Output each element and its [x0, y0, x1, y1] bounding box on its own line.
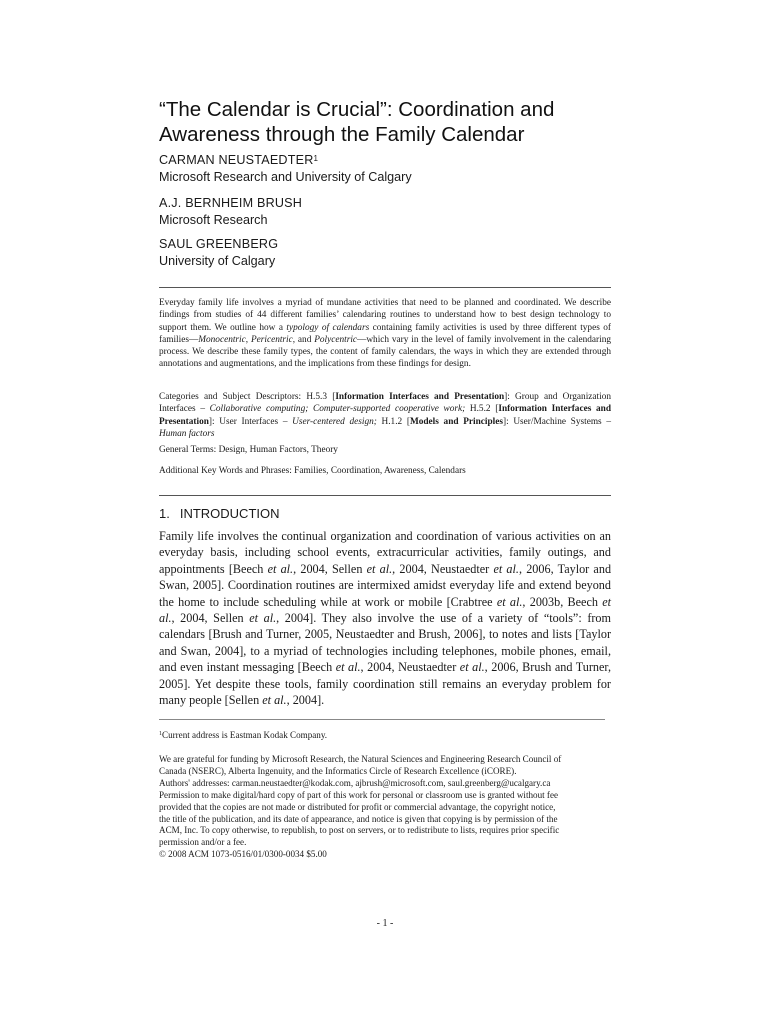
- header-divider: [159, 287, 611, 288]
- author-affiliation: Microsoft Research: [159, 213, 268, 227]
- footnote-divider: [159, 719, 605, 720]
- author-1: [159, 152, 619, 186]
- author-name: SAUL GREENBERG: [159, 237, 279, 251]
- paper-title: [159, 97, 619, 147]
- footnote: $^1$Current address is Eastman Kodak Company.: [159, 730, 328, 740]
- section-heading: [159, 506, 280, 521]
- author-affiliation: Microsoft Research and University of Calgary: [159, 170, 412, 184]
- ack-line: ACM, Inc. To copy otherwise, to republish, to post on servers, or to redistribute to lists, requires prior specific: [159, 825, 560, 836]
- section-number: 1.: [159, 506, 170, 521]
- acknowledgement-block: [159, 754, 611, 861]
- title-line-1: “The Calendar is Crucial”: Coordination and: [159, 98, 555, 121]
- author-2: [159, 195, 619, 229]
- ack-line: permission and/or a fee.: [159, 837, 247, 848]
- ack-line: We are grateful for funding by Microsoft Research, the Natural Sciences and Engineering Research Council of: [159, 754, 562, 764]
- author-affiliation: University of Calgary: [159, 254, 276, 268]
- copyright-line: © 2008 ACM 1073-0516/01/0300-0034 $5.00: [159, 849, 327, 860]
- section-title: INTRODUCTION: [179, 506, 280, 521]
- author-footnote-mark: 1: [313, 154, 319, 163]
- abstract: Everyday family life involves a myriad of mundane activities that need to be planned and coordinated. We describe findings from studies of 44 different families’ calendaring routines to understand how to best design technology to support them. We outline how a typology of calendars containing family activities is used by three different types of families—Monocentric, Pericentric, and Polycentric—which vary in the level of family involvement in the calendaring process. We describe these family types, the content of family calendars, the ways in which they are extended through annotations and augmentations, and the implications from these findings for design.: [159, 298, 612, 370]
- ack-line: provided that the copies are not made or distributed for profit or commercial advantage, the copyright notice,: [159, 801, 556, 812]
- page-number: - 1 -: [376, 918, 394, 929]
- intro-paragraph: Family life involves the continual organization and coordination of various activities on an everyday basis, including school events, extracurricular activities, family outings, and appointments [Beech et al., 2004, Sellen et al., 2004, Neustaedter et al., 2006, Taylor and Swan, 2005]. Coordination routines are intermixed amidst everyday life and extend beyond the home to include scheduling while at work or mobile [Crabtree et al., 2003b, Beech et al., 2004, Sellen et al., 2004]. They also involve the use of a variety of “tools”: from calendars [Brush and Turner, 2005, Neustaedter and Brush, 2006], to notes and lists [Taylor and Swan, 2004], to a myriad of technologies including telephones, mobile phones, email, and even instant messaging [Beech et al., 2004, Neustaedter et al., 2006, Brush and Turner, 2005]. Yet despite these tools, family coordination still remains an everyday problem for many people [Sellen et al., 2004].: [159, 529, 612, 708]
- abstract-divider: [159, 495, 611, 496]
- categories: Categories and Subject Descriptors: H.5.3 [Information Interfaces and Presentation]: Group and Organization Interfaces – Collaborative computing; Computer-supported cooperative work; H.5.2 [Information Interfaces and Presentation]: User Interfaces – User-centered design; H.1.2 [Models and Principles]: User/Machine Systems – Human factors: [159, 392, 612, 439]
- ack-line: the title of the publication, and its date of appearance, and notice is given that copying is by permission of the: [159, 813, 558, 824]
- author-name: CARMAN NEUSTAEDTER: [159, 153, 314, 167]
- ack-line: Authors' addresses: carman.neustaedter@kodak.com, ajbrush@microsoft.com, saul.greenberg@ucalgary.ca: [159, 777, 551, 788]
- title-line-2: Awareness through the Family Calendar: [159, 123, 525, 146]
- author-3: [159, 236, 619, 270]
- keywords: Additional Key Words and Phrases: Families, Coordination, Awareness, Calendars: [159, 466, 466, 476]
- ack-line: Permission to make digital/hard copy of part of this work for personal or classroom use is granted without fee: [159, 789, 559, 800]
- general-terms: General Terms: Design, Human Factors, Theory: [159, 445, 338, 455]
- author-name: A.J. BERNHEIM BRUSH: [159, 196, 303, 210]
- ack-line: Canada (NSERC), Alberta Ingenuity, and the Informatics Circle of Research Excellence (iCORE).: [159, 765, 517, 776]
